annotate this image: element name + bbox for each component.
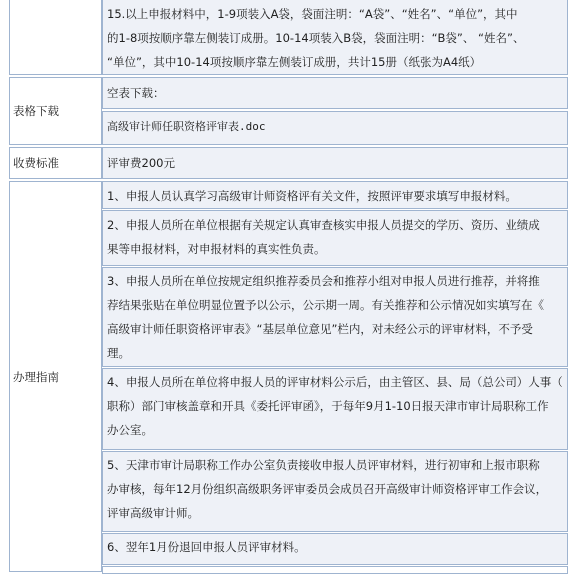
materials-line-2: 的1-8项按顺序靠左侧装订成册。10-14项装入B袋，袋面注明：“B袋”、 “姓名”、: [107, 31, 525, 45]
guide-step-6: [102, 533, 568, 565]
guide-step-4-line-3: 办公室。: [107, 423, 153, 437]
fee-label-text: 收费标准: [13, 156, 59, 170]
download-label: [9, 77, 102, 145]
materials-line-3: “单位”，其中10-14项按顺序靠左侧装订成册，共计15册（纸张为A4纸）: [107, 55, 482, 69]
guide-empty-cell: [102, 566, 568, 574]
guide-step-2-line-1: 2、申报人员所在单位根据有关规定认真审查核实申报人员提交的学历、资历、业绩成: [107, 218, 540, 232]
guide-step-4-line-1: 4、申报人员所在单位将申报人员的评审材料公示后，由主管区、县、局（总公司）人事（: [107, 375, 563, 389]
guide-step-1-line-1: 1、申报人员认真学习高级审计师资格评有关文件，按照评审要求填写申报材料。: [107, 189, 517, 203]
guide-step-5: [102, 451, 568, 532]
fee-cell: [102, 147, 568, 179]
guide-step-3-line-2: 荐结果张贴在单位明显位置予以公示，公示期一周。有关推荐和公示情况如实填写在《: [107, 298, 544, 312]
download-file-cell[interactable]: [102, 111, 568, 145]
materials-line-1: 15.以上申报材料中，1-9项装入A袋，袋面注明：“A袋”、“姓名”、“单位”，其中: [107, 7, 518, 21]
guide-label: [9, 181, 102, 572]
guide-step-3-line-4: 理。: [107, 346, 130, 360]
guide-step-5-line-3: 评审高级审计师。: [107, 506, 199, 520]
guide-step-1: [102, 181, 568, 209]
download-heading: 空表下载：: [107, 86, 165, 100]
guide-step-2-line-2: 果等申报材料，对申报材料的真实性负责。: [107, 242, 326, 256]
guide-step-5-line-2: 办审核，每年12月份组织高级职务评审委员会成员召开高级审计师资格评审工作会议，: [107, 482, 548, 496]
guide-step-4: [102, 368, 568, 450]
fee-text: 评审费200元: [107, 156, 175, 170]
fee-label: [9, 147, 102, 179]
guide-step-3: [102, 267, 568, 367]
guide-step-6-line-1: 6、翌年1月份退回申报人员评审材料。: [107, 540, 306, 554]
download-heading-cell: [102, 77, 568, 109]
guide-step-5-line-1: 5、天津市审计局职称工作办公室负责接收申报人员评审材料，进行初审和上报市职称: [107, 458, 540, 472]
download-label-text: 表格下载: [13, 104, 59, 118]
guide-label-text: 办理指南: [13, 369, 59, 384]
guide-step-3-line-3: 高级审计师任职资格评审表》“基层单位意见”栏内，对未经公示的评审材料，不予受: [107, 322, 533, 336]
guide-step-3-line-1: 3、申报人员所在单位按规定组织推荐委员会和推荐小组对申报人员进行推荐，并将推: [107, 274, 540, 288]
download-file-link[interactable]: 高级审计师任职资格评审表.doc: [107, 120, 266, 133]
guide-step-4-line-2: 职称）部门审核盖章和开具《委托评审函》，于每年9月1-10日报天津市审计局职称工作: [107, 399, 549, 413]
materials-cell: [102, 0, 568, 75]
materials-label-cell: [9, 0, 102, 75]
guide-step-2: [102, 210, 568, 266]
